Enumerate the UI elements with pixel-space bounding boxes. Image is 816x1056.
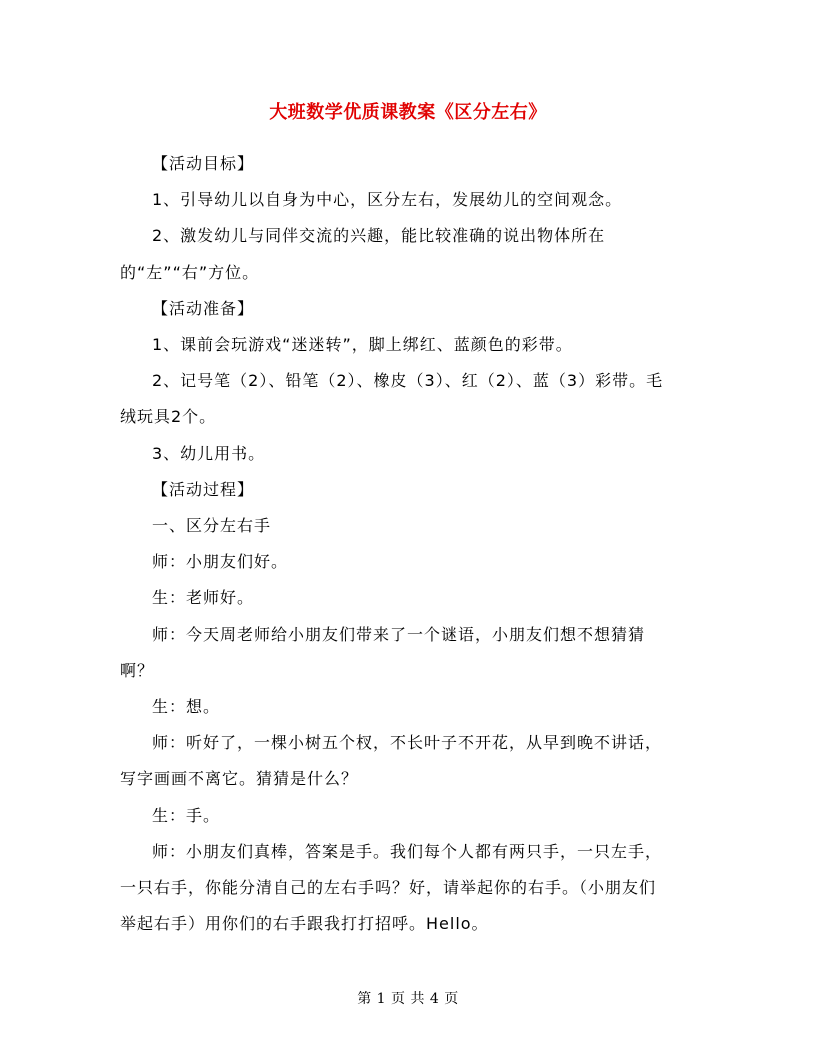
dialogue-line: 师：小朋友们好。	[152, 552, 289, 572]
dialogue-line: 师：今天周老师给小朋友们带来了一个谜语，小朋友们想不想猜猜啊？	[120, 624, 646, 680]
section-heading: 一、区分左右手	[152, 516, 272, 536]
heading-activity-preparation: 【活动准备】	[152, 298, 255, 318]
paragraph: 1、引导幼儿以自身为中心，区分左右，发展幼儿的空间观念。	[152, 190, 623, 210]
paragraph: 2、记号笔（2）、铅笔（2）、橡皮（3）、红（2）、蓝（3）彩带。毛绒玩具2个。	[120, 371, 664, 427]
heading-activity-process: 【活动过程】	[152, 479, 255, 499]
dialogue-line: 生：老师好。	[152, 588, 255, 608]
paragraph: 3、幼儿用书。	[152, 443, 266, 463]
dialogue-line: 生：手。	[152, 805, 221, 825]
heading-activity-goals: 【活动目标】	[152, 154, 255, 173]
dialogue-line: 生：想。	[152, 697, 221, 717]
dialogue-line: 师：听好了，一棵小树五个杈，不长叶子不开花，从早到晚不讲话，写字画画不离它。猜猜是什么？	[120, 733, 663, 789]
paragraph: 1、课前会玩游戏“迷迷转”，脚上绑红、蓝颜色的彩带。	[152, 335, 573, 355]
dialogue-line: 师：小朋友们真棒，答案是手。我们每个人都有两只手，一只左手，一只右手，你能分清自己的左右手吗？好，请举起你的右手。（小朋友们举起右手）用你们的右手跟我打打招呼。Hello。	[120, 841, 663, 934]
page-footer: 第 1 页 共 4 页	[357, 991, 459, 1007]
document-title: 大班数学优质课教案《区分左右》	[269, 102, 547, 123]
document-body	[120, 146, 668, 942]
paragraph: 2、激发幼儿与同伴交流的兴趣，能比较准确的说出物体所在的“左”“右”方位。	[120, 226, 606, 282]
